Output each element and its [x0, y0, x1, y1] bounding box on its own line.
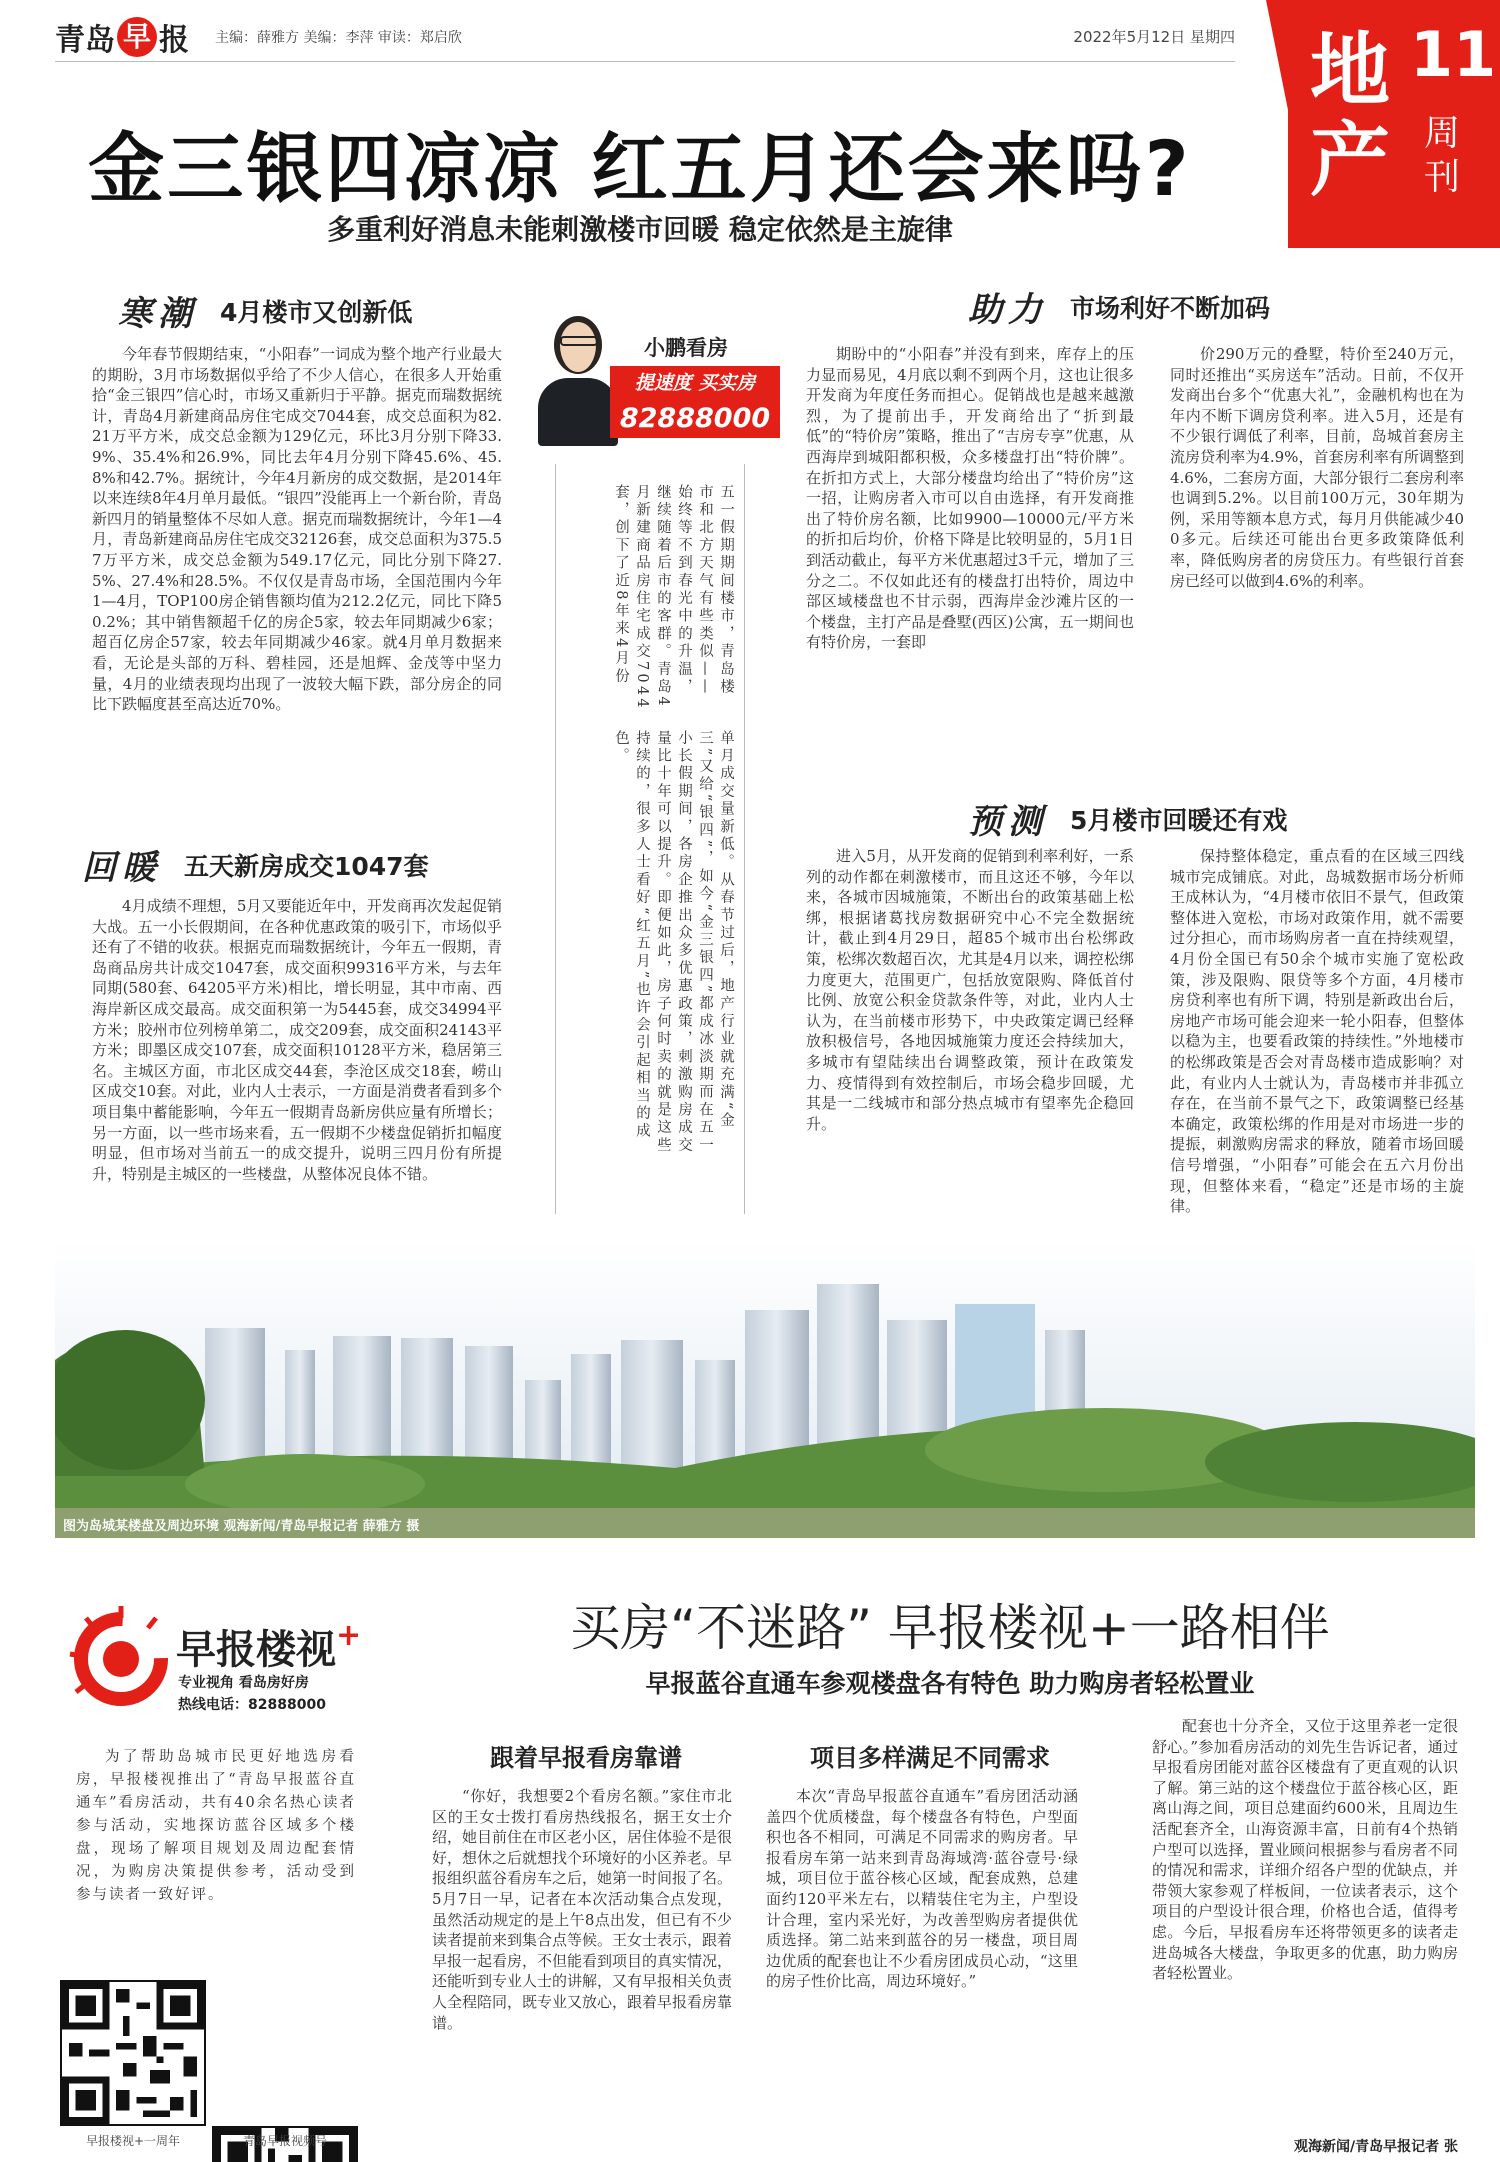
sec4-title: 5月楼市回暖还有戏 — [1070, 805, 1288, 835]
sec1-body: 今年春节假期结束，“小阳春”一词成为整个地产行业最大的期盼，3月市场数据似乎给了不少人信心，在很多人开始重拾“金三银四”信心时，市场又重新归于平静。据克而瑞数据统计，青岛4月新建商品房住宅成交7044套，成交总面积为82.21万平方米，成交总金额为129亿元，环比3月分别下降33.9%、35.4%和26.9%，同比去年4月分别下降45.6%、45.8%和42.7%。据统计，今年4月新房的成交数据，是2014年以来连续8年4月单月最低。“银四”没能再上一个新台阶，青岛新四月的销量整体不尽如人意。据克而瑞数据统计，今年1—4月，青岛新建商品房住宅成交32126套，成交总面积为375.57万平方米，成交总金额为549.17亿元，同比分别下降27.5%、27.4%和28.5%。不仅仅是青岛市场，全国范围内今年1—4月，TOP100房企销售额均值为212.2亿元，同比下降50.2%；其中销售额超千亿的房企5家，较去年同期减少6家；超百亿房企57家，较去年同期减少46家。就4月单月数据来看，无论是头部的万科、碧桂园，还是旭辉、金茂等中坚力量，4月的业绩表现均出现了一波较大幅下跌，部分房企的同比下跌幅度甚至高达近70%。 — [92, 345, 502, 714]
column-phone: 82888000 — [610, 400, 780, 438]
section-name-1: 地 — [1310, 24, 1390, 117]
headline: 金三银四凉凉 红五月还会来吗? — [88, 124, 1192, 213]
masthead-logo: 青岛 早 报 — [55, 15, 189, 59]
ad-brand: 早报楼视+ — [176, 1618, 362, 1673]
column-body: 五一假期期间楼市，青岛楼市和北方天气有些类似——始终等不到春光中的升温，继续随着后市的客群。青岛4月新建商品房住宅成交7044套，创下了近8年来4月份 — [613, 484, 734, 711]
photo-illustration — [55, 1240, 1475, 1538]
sec4-body-a: 进入5月，从开发商的促销到利率利好，一系列的动作都在刺激楼市，而且这还不够，今年以来，各城市因城施策，不断出台的政策基础上松绑，根据诸葛找房数据研究中心不完全数据统计，截止到4月29日，超85个城市出台松绑政策，松绑次数超百次，尤其是4月以来，调控松绑力度更大，范围更广，包括放宽限购、降低首付比例、放宽公积金贷款条件等，对此，业内人士认为，在当前楼市形势下，中央政策定调已经释放积极信号，各地因城施策力度还会持续加大，多城市有望陆续出台调整政策，预计在政策发力、疫情得到有效控制后，市场会稳步回暖，尤其是一二线城市和部分热点城市有望率先企稳回升。 — [806, 847, 1134, 1133]
qr-label-2: 青岛早报视频号 — [242, 2134, 327, 2148]
qr-code-1[interactable] — [60, 1980, 206, 2126]
page-number: 11 — [1410, 18, 1497, 91]
sec2-keyword: 回暖 — [82, 848, 162, 888]
logo-badge: 早 — [117, 17, 157, 57]
qr-label-1: 早报楼视+一周年 — [85, 2134, 181, 2148]
sec3-body-a: 期盼中的“小阳春”并没有到来，库存上的压力显而易见，4月底以剩不到两个月，这也让很多开发商为年度任务而担心。促销战也是越来越激烈，为了提前出手，开发商给出了“折到最低”的“特价房”策略，推出了“吉房专享”优惠，从西海岸到城阳都积极，众多楼盘打出“特价牌”。在折扣方式上，大部分楼盘均给出了“特价房”这一招，让购房者入市可以自由选择，有开发商推出了特价房名额，比如9900—10000元/平方米的折扣后均价，价格下降是比较明显的，5月1日到活动截止，每平方米优惠超过3千元，增加了三分之二。不仅如此还有的楼盘打出特价，周边中部区域楼盘也不甘示弱，西海岸金沙滩片区的一个楼盘，主打产品是叠墅(西区)公寓，五一期间也有特价房，一套即 — [806, 345, 1134, 652]
ad-tagline: 专业视角 看岛房好房 — [178, 1675, 309, 1691]
sec4-body-b: 保持整体稳定，重点看的在区域三四线城市完成铺底。对此，岛城数据市场分析师王成林认为，“4月楼市依旧不景气，但政策整体进入宽松，市场对政策作用，就不需要过分担心，而市场购房者一直在持续观望，4月份全国已有50余个城市实施了宽松政策，涉及限购、限贷等多个方面，4月楼市房贷利率也有所下调，特别是新政出台后，房地产市场可能会迎来一轮小阳春，但整体以稳为主，也要看政策的持续性。”外地楼市的松绑政策是否会对青岛楼市造成影响？对此，有业内人士就认为，青岛楼市并非孤立存在，在当前不景气之下，政策调整已经基本确定，政策松绑的作用是对市场进一步的提振，刺激购房需求的释放，随着市场回暖信号增强，“小阳春”可能会在五六月份出现，但整体来看，“稳定”还是市场的主旋律。 — [1170, 847, 1464, 1216]
ad-col1-body: “你好，我想要2个看房名额。”家住市北区的王女士拨打看房热线报名，据王女士介绍，她目前住在市区老小区，居住体验不是很好，想休之后就想找个环境好的小区养老。早报组织蓝谷看房车之后，她第一时间报了名。5月7日一早，记者在本次活动集合点发现，虽然活动规定的是上午8点出发，但已有不少读者提前来到集合点等候。王女士表示，跟着早报一起看房，不但能看到项目的真实情况，还能听到专业人士的讲解，又有早报相关负责人全程陪同，既专业又放心，跟着早报看房靠谱。 — [432, 1787, 732, 2032]
sec4-keyword: 预测 — [968, 802, 1048, 842]
ad-col3-body: 配套也十分齐全，又位于这里养老一定很舒心。”参加看房活动的刘先生告诉记者，通过早报看房团能对蓝谷区楼盘有了更直观的认识了解。第三站的这个楼盘位于蓝谷核心区，距离山海之间，项目总建面约600米，且周边生活配套齐全，山海资源丰富，日前有4个热销户型可以选择，置业顾问根据参与看房者不同的情况和需求，详细介绍各户型的优缺点，并带领大家参观了样板间，一位读者表示，这个项目的户型设计很合理，价格也合适，值得考虑。今后，早报看房车还将带领更多的读者走进岛城各大楼盘，争取更多的优惠，助力购房者轻松置业。 — [1152, 1717, 1458, 1983]
ad-col2-title: 项目多样满足不同需求 — [810, 1744, 1050, 1772]
ad-hotline: 热线电话：82888000 — [178, 1697, 326, 1713]
sec4-header — [968, 794, 1287, 843]
badge-red-band — [1266, 0, 1288, 110]
sec2-header — [82, 840, 429, 889]
badge-panel — [1288, 0, 1500, 248]
sec3-title: 市场利好不断加码 — [1070, 293, 1271, 323]
photo-caption: 图为岛城某楼盘及周边环境 观海新闻/青岛早报记者 薛雅方 摄 — [63, 1519, 420, 1534]
sec3-header — [968, 282, 1270, 331]
subheadline: 多重利好消息未能刺激楼市回暖 稳定依然是主旋律 — [327, 213, 953, 246]
ad-intro: 为了帮助岛城市民更好地选房看房，早报楼视推出了“青岛早报蓝谷直通车”看房活动，共有40余名热心读者参与活动，实地探访蓝谷区域多个楼盘，现场了解项目规划及周边配套情况，为购房决策提供参考，活动受到参与读者一致好评。 — [76, 1749, 356, 1903]
sec1-keyword: 寒潮 — [118, 294, 198, 334]
sec1-header — [118, 286, 412, 335]
sec3-keyword: 助力 — [968, 290, 1048, 330]
weekly-label: 周刊 — [1423, 113, 1460, 198]
masthead-staff: 主编：薛雅方 美编：李萍 审读：郑启欣 — [215, 29, 462, 46]
sec3-body-b: 价290万元的叠墅，特价至240万元，同时还推出“买房送车”活动。日前，不仅开发商出台多个“优惠大礼”，金融机构也在为年内不断下调房贷利率。进入5月，还是有不少银行调低了利率，目前，岛城首套房主流房贷利率为4.9%，首套房利率有所调整到4.6%，二套房方面，大部分银行二套房利率也调到5.2%。以目前100万元，30年期为例，采用等额本息方式，每月月供能减少400多元。后续还可能出台更多政策降低利率，降低购房者的房贷压力。有些银行首套房已经可以做到4.6%的利率。 — [1170, 345, 1464, 590]
sec1-title: 4月楼市又创新低 — [220, 297, 413, 327]
section-badge — [1262, 0, 1500, 250]
sec2-title: 五天新房成交1047套 — [184, 851, 429, 881]
column-body-cont: 单月成交量新低。从春节过后，地产行业就充满“金三”又给“银四”，如今“金三银四”都成冰淡期而在五一小长假期间，各房企推出众多优惠政策，刺激购房成交量比十年可以提升。即便如此，房子何时卖的就是这些持续的，很多人士看好“红五月”也许会引起相当的成色。 — [613, 730, 734, 1155]
ad-col2-body: 本次“青岛早报蓝谷直通车”看房团活动涵盖四个优质楼盘，每个楼盘各有特色，户型面积也各不相同，可满足不同需求的购房者。早报看房车第一站来到青岛海域湾·蓝谷壹号·绿城，项目位于蓝谷核心区域，配套成熟，总建面约120平米左右，以精装住宅为主，户型设计合理，室内采光好，为改善型购房者提供优质选择。第二站来到蓝谷的另一楼盘，项目周边优质的配套也让不少看房团成员心动，“这里的房子性价比高，周边环境好。” — [766, 1787, 1078, 1991]
column-name: 小鹏看房 — [644, 336, 728, 360]
section-name-2: 产 — [1310, 114, 1390, 207]
ad-subtitle: 早报蓝谷直通车参观楼盘各有特色 助力购房者轻松置业 — [645, 1669, 1255, 1698]
news-photo — [55, 1240, 1475, 1538]
ad-col1-title: 跟着早报看房靠谱 — [490, 1744, 682, 1772]
masthead — [55, 12, 1235, 62]
masthead-date: 2022年5月12日 星期四 — [1073, 28, 1235, 46]
ad-col3-byline: 观海新闻/青岛早报记者 张 — [1294, 2139, 1458, 2155]
column-slogan: 提速度 买实房 — [610, 366, 780, 400]
sunburst-logo-icon — [66, 1604, 176, 1714]
sec2-body: 4月成绩不理想，5月又要能近年中，开发商再次发起促销大战。五一小长假期间，在各种优惠政策的吸引下，市场似乎还有了不错的收获。根据克而瑞数据统计，今年五一假期，青岛商品房共计成交1047套，成交面积99316平方米，与去年同期(580套、64205平方米)相比，增长明显，其中市南、西海岸新区成交最高。成交面积第一为5445套，成交34994平方米；胶州市位列榜单第二，成交209套，成交面积24143平方米；即墨区成交107套，成交面积10128平方米，稳居第三名。主城区方面，市北区成交44套，李沧区成交18套，崂山区成交10套。对此，业内人士表示，一方面是消费者看到多个项目集中蓄能影响，今年五一假期青岛新房供应量有所增长；另一方面，以一些市场来看，五一假期不少楼盘促销折扣幅度明显，但市场对当前五一的成交提升，说明三四月份有所提升，特别是主城区的一些楼盘，从整体况良体不错。 — [92, 897, 502, 1183]
ad-logo — [66, 1604, 386, 1724]
ad-title: 买房“不迷路” 早报楼视+一路相伴 — [570, 1599, 1330, 1657]
